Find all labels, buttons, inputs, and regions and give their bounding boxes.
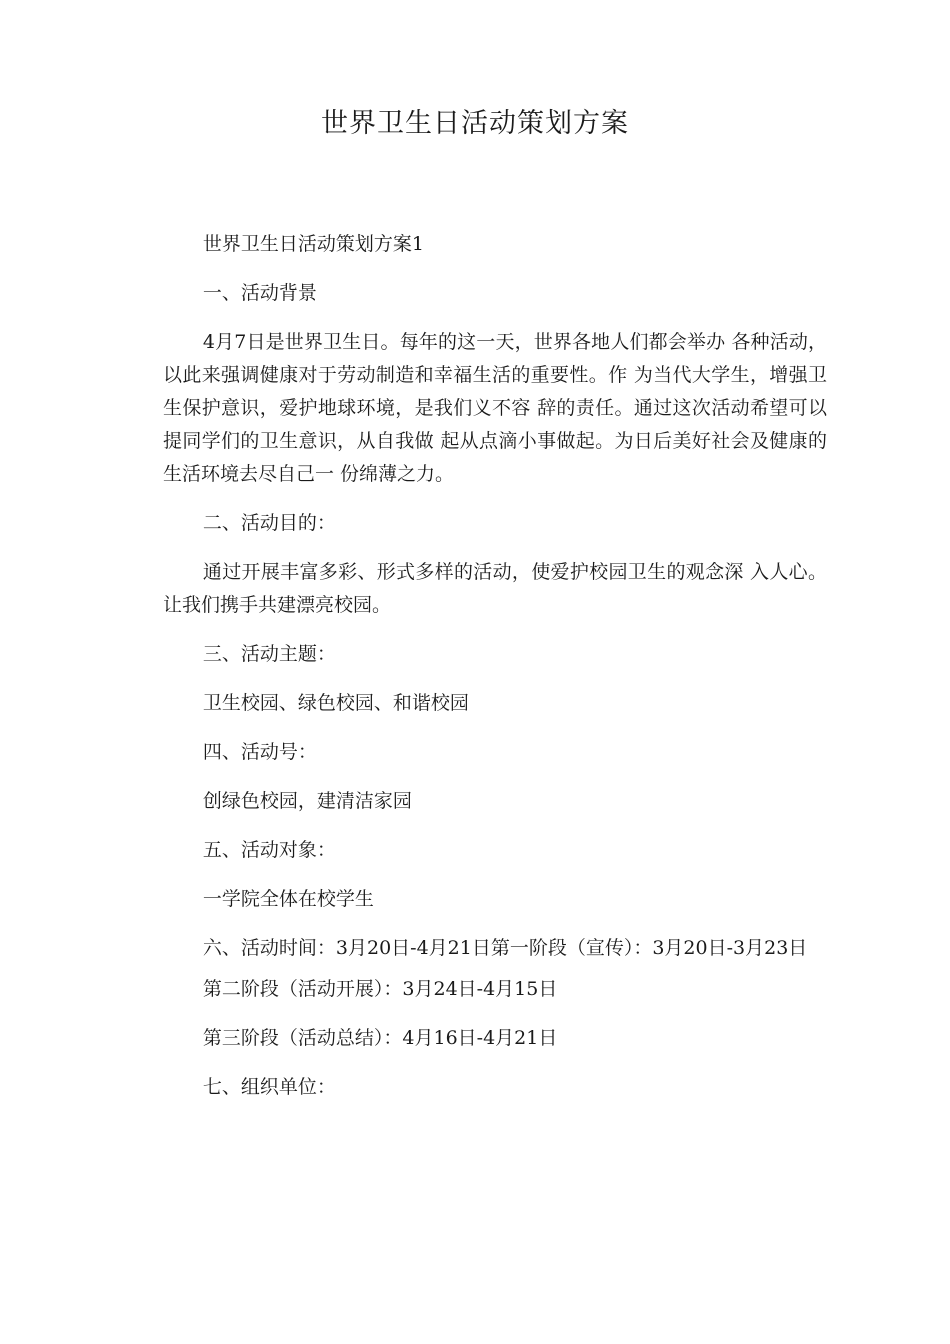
purpose-paragraph: 通过开展丰富多彩、形式多样的活动，使爱护校园卫生的观念深 入人心。让我们携手共建漂亮校园。 [163, 561, 827, 616]
phase-two-paragraph: 第二阶段（活动开展）：3月24日-4月15日 [202, 978, 558, 1000]
section-heading-purpose: 二、活动目的： [202, 512, 336, 534]
section-heading-audience: 五、活动对象： [202, 839, 336, 861]
section-heading-organizer: 七、组织单位： [202, 1076, 336, 1098]
phase-three-paragraph: 第三阶段（活动总结）：4月16日-4月21日 [202, 1027, 558, 1049]
slogan-paragraph: 创绿色校园，建清洁家园 [202, 790, 412, 812]
section-heading-theme: 三、活动主题： [202, 643, 336, 665]
background-paragraph: 4月7日是世界卫生日。每年的这一天，世界各地人们都会举办 各种活动，以此来强调健康对于劳动制造和幸福生活的重要性。作 为当代大学生，增强卫生保护意识，爱护地球环境，是我们义不容 辞的责任。通过这次活动希望可以提同学们的卫生意识，从自我做 起从点滴小事做起。为日后美好社会及健康的生活环境去尽自己一 份绵薄之力。 [163, 331, 827, 485]
audience-paragraph: 一学院全体在校学生 [202, 888, 374, 910]
section-heading-plan-1: 世界卫生日活动策划方案1 [202, 233, 424, 255]
section-heading-slogan: 四、活动号： [202, 741, 317, 763]
document-title: 世界卫生日活动策划方案 [321, 108, 629, 139]
schedule-paragraph: 六、活动时间：3月20日-4月21日第一阶段（宣传）：3月20日-3月23日 [202, 937, 808, 959]
theme-paragraph: 卫生校园、绿色校园、和谐校园 [202, 692, 469, 714]
document-body [163, 228, 827, 1120]
section-heading-background: 一、活动背景 [202, 282, 317, 304]
